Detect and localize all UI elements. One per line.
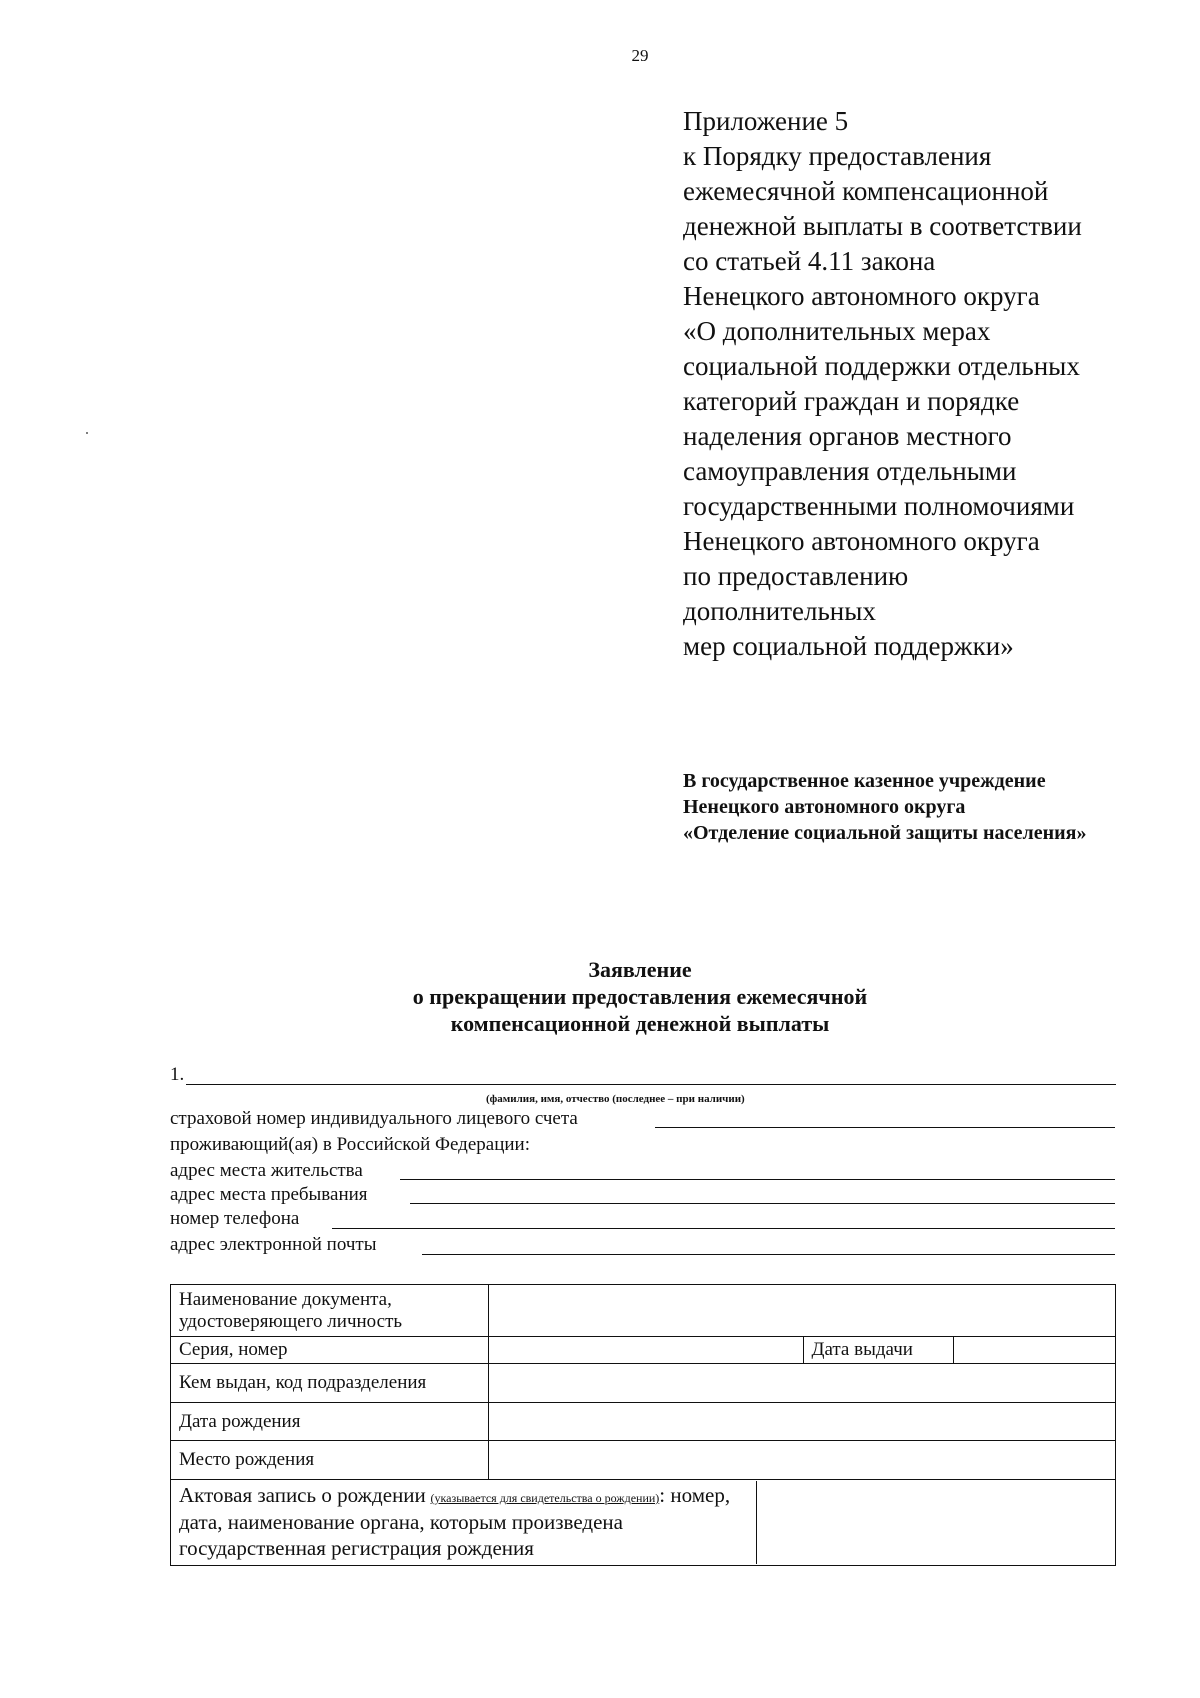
birth-place-label: Место рождения [171,1441,489,1480]
issue-date-label: Дата выдачи [803,1337,953,1363]
birth-date-label: Дата рождения [171,1403,489,1441]
birth-record-label: Актовая запись о рождении [179,1483,426,1507]
appendix-line: наделения органов местного [683,421,1012,451]
appendix-line: государственными полномочиями [683,491,1075,521]
issued-by-value[interactable] [489,1364,1116,1403]
appendix-line: Ненецкого автономного округа [683,526,1040,556]
recipient-line: В государственное казенное учреждение [683,770,1046,792]
email-field[interactable] [422,1254,1115,1255]
table-row [171,1441,1116,1480]
appendix-line: денежной выплаты в соответствии [683,211,1082,241]
doc-name-value[interactable] [489,1285,1116,1337]
doc-name-label: Наименование документа, удостоверяющего личность [171,1285,489,1337]
recipient-line: Ненецкого автономного округа [683,796,966,818]
stay-label: адрес места пребывания [170,1184,368,1205]
birth-record-rest: : номер, дата, наименование органа, которым произведена государственная регистрация рождения [179,1483,731,1560]
phone-label: номер телефона [170,1208,300,1229]
birth-record-note: (указывается для свидетельства о рождении) [430,1491,660,1505]
identity-document-table [170,1284,1116,1566]
full-name-field[interactable] [186,1084,1116,1085]
appendix-line: ежемесячной компенсационной [683,176,1049,206]
residence-label: адрес места жительства [170,1160,363,1181]
appendix-line: Приложение 5 [683,106,849,136]
form-title [300,956,980,1037]
series-and-date-cell [489,1337,1116,1364]
series-date-subtable [489,1337,1116,1363]
issue-date-value[interactable] [953,1337,1116,1363]
birth-record-label-cell [171,1481,756,1564]
appendix-line: со статьей 4.11 закона [683,246,936,276]
title-line: компенсационной денежной выплаты [450,1011,830,1036]
residence-field[interactable] [400,1179,1115,1180]
appendix-line: «О дополнительных мерах [683,316,991,346]
birth-record-value[interactable] [756,1481,1116,1564]
title-line: Заявление [588,957,692,982]
appendix-line: к Порядку предоставления [683,141,992,171]
residing-label: проживающий(ая) в Российской Федерации: [170,1134,530,1155]
appendix-line: категорий граждан и порядке [683,386,1020,416]
scan-speck [86,432,88,434]
appendix-header [683,104,1082,664]
birth-record-cell [171,1480,1116,1566]
email-label: адрес электронной почты [170,1234,377,1255]
page-number: 29 [631,46,649,65]
appendix-line: самоуправления отдельными [683,456,1017,486]
table-row [171,1480,1116,1566]
appendix-line: Ненецкого автономного округа [683,281,1040,311]
item-number: 1. [170,1064,185,1085]
appendix-line: мер социальной поддержки» [683,631,1014,661]
title-line: о прекращении предоставления ежемесячной [412,984,868,1009]
issued-by-label: Кем выдан, код подразделения [171,1364,489,1403]
series-label: Серия, номер [171,1337,489,1364]
stay-field[interactable] [410,1203,1115,1204]
recipient-block [683,768,1086,846]
appendix-line: по предоставлению [683,561,909,591]
table-row [171,1364,1116,1403]
snils-field[interactable] [655,1127,1115,1128]
phone-field[interactable] [332,1228,1115,1229]
full-name-caption: (фамилия, имя, отчество (последнее – при наличии) [486,1093,745,1105]
appendix-line: социальной поддержки отдельных [683,351,1080,381]
table-row [171,1285,1116,1337]
table-row [171,1337,1116,1364]
recipient-line: «Отделение социальной защиты населения» [683,822,1087,844]
snils-label: страховой номер индивидуального лицевого счета [170,1108,578,1129]
table-row [171,1403,1116,1441]
birth-record-subtable [171,1481,1116,1564]
series-value[interactable] [489,1337,803,1363]
appendix-line: дополнительных [683,596,876,626]
birth-date-value[interactable] [489,1403,1116,1441]
birth-place-value[interactable] [489,1441,1116,1480]
